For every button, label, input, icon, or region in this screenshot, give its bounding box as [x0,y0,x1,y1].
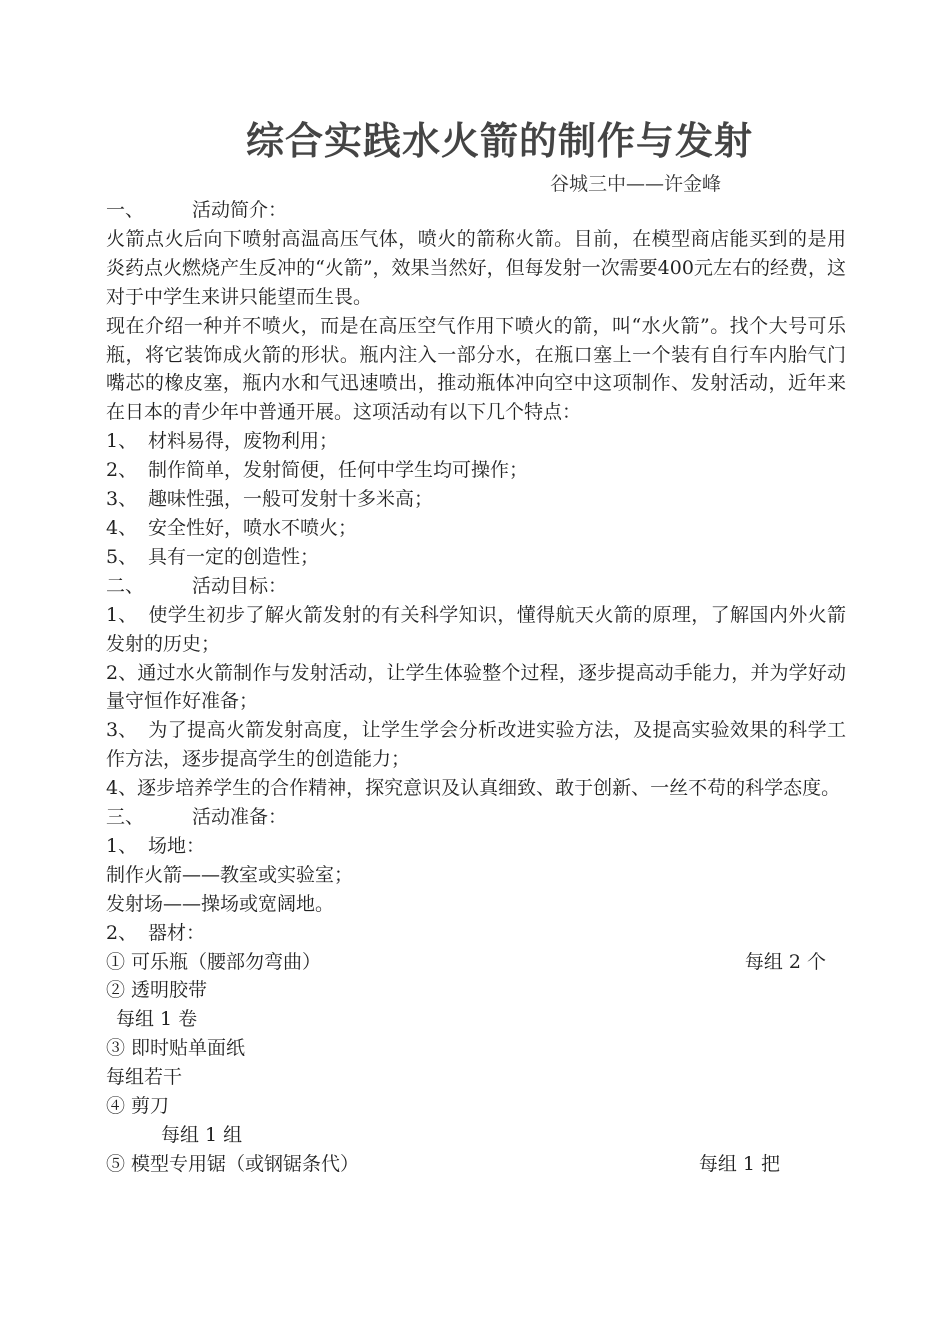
equipment-item [106,1150,846,1179]
paragraph: 现在介绍一种并不喷火，而是在高压空气作用下喷火的箭，叫“水火箭”。找个大号可乐瓶，将它装饰成火箭的形状。瓶内注入一部分水，在瓶口塞上一个装有自行车内胎气门嘴芯的橡皮塞，瓶内水和气迅速喷出，推动瓶体冲向空中这项制作、发射活动，近年来在日本的青少年中普通开展。这项活动有以下几个特点： [106,314,846,424]
list-number: 1、 [106,603,138,626]
equipment-name: ③ 即时贴单面纸 [106,1037,246,1060]
section-heading-intro [106,196,846,225]
equipment-name: ④ 剪刀 [106,1095,170,1118]
goal-item [106,716,846,774]
subsection-title: 器材： [148,921,206,944]
list-text: 材料易得，废物利用； [148,430,339,453]
author-line: 谷城三中——许金峰 [550,173,722,195]
subsection-heading-venue [106,832,846,861]
subsection-title: 场地： [148,834,206,857]
section-title: 活动目标： [192,574,288,597]
equipment-name: ① 可乐瓶（腰部勿弯曲） [106,950,322,973]
venue-line: 发射场——操场或宽阔地。 [106,892,335,915]
list-item [106,456,846,485]
list-item [106,427,846,456]
list-text: 具有一定的创造性； [148,545,320,568]
equipment-name: ② 透明胶带 [106,979,208,1002]
goal-item [106,601,846,659]
equipment-qty: 每组 2 个 [744,950,826,973]
list-item [106,485,846,514]
section-number: 二、 [106,574,145,597]
section-heading-prep [106,803,846,832]
section-heading-goals [106,572,846,601]
list-text: 制作简单，发射简便，任何中学生均可操作； [148,459,529,482]
venue-line: 制作火箭——教室或实验室； [106,863,354,886]
subsection-heading-equipment [106,919,846,948]
paragraph: 火箭点火后向下喷射高温高压气体，喷火的箭称火箭。目前，在模型商店能买到的是用炎药点火燃烧产生反冲的“火箭”，效果当然好，但每发射一次需要400元左右的经费，这对于中学生来讲只能望而生畏。 [106,227,846,308]
list-text: 使学生初步了解火箭发射的有关科学知识，懂得航天火箭的原理，了解国内外火箭发射的历史； [106,603,846,655]
equipment-qty: 每组 1 组 [161,1124,243,1146]
list-number: 2、 [106,921,138,944]
section-number: 一、 [106,199,145,221]
section-number: 三、 [106,806,145,829]
document-body [106,196,846,1179]
list-text: 为了提高火箭发射高度，让学生学会分析改进实验方法，及提高实验效果的科学工作方法，逐步提高学生的创造能力； [106,719,846,771]
list-number: 3、 [106,719,138,742]
equipment-name: ⑤ 模型专用锯（或钢锯条代） [106,1152,360,1175]
list-number: 2、 [106,459,138,482]
equipment-qty: 每组 1 卷 [116,1008,198,1031]
list-item [106,543,846,572]
equipment-qty: 每组 1 把 [698,1152,780,1175]
equipment-qty: 每组若干 [106,1066,183,1089]
list-number: 3、 [106,488,138,511]
list-number: 1、 [106,430,138,453]
list-item [106,514,846,543]
goal-item: 2、通过水火箭制作与发射活动，让学生体验整个过程，逐步提高动手能力，并为学好动量守恒作好准备； [106,661,846,713]
equipment-item [106,948,846,977]
section-title: 活动简介： [192,199,288,221]
list-number: 4、 [106,516,138,539]
page-title: 综合实践水火箭的制作与发射 [246,119,754,163]
list-number: 1、 [106,834,138,857]
goal-item: 4、逐步培养学生的合作精神，探究意识及认真细致、敢于创新、一丝不苟的科学态度。 [106,777,841,800]
list-text: 趣味性强，一般可发射十多米高； [148,488,434,511]
list-text: 安全性好，喷水不喷火； [148,516,358,539]
list-number: 5、 [106,545,138,568]
section-title: 活动准备： [192,806,288,829]
